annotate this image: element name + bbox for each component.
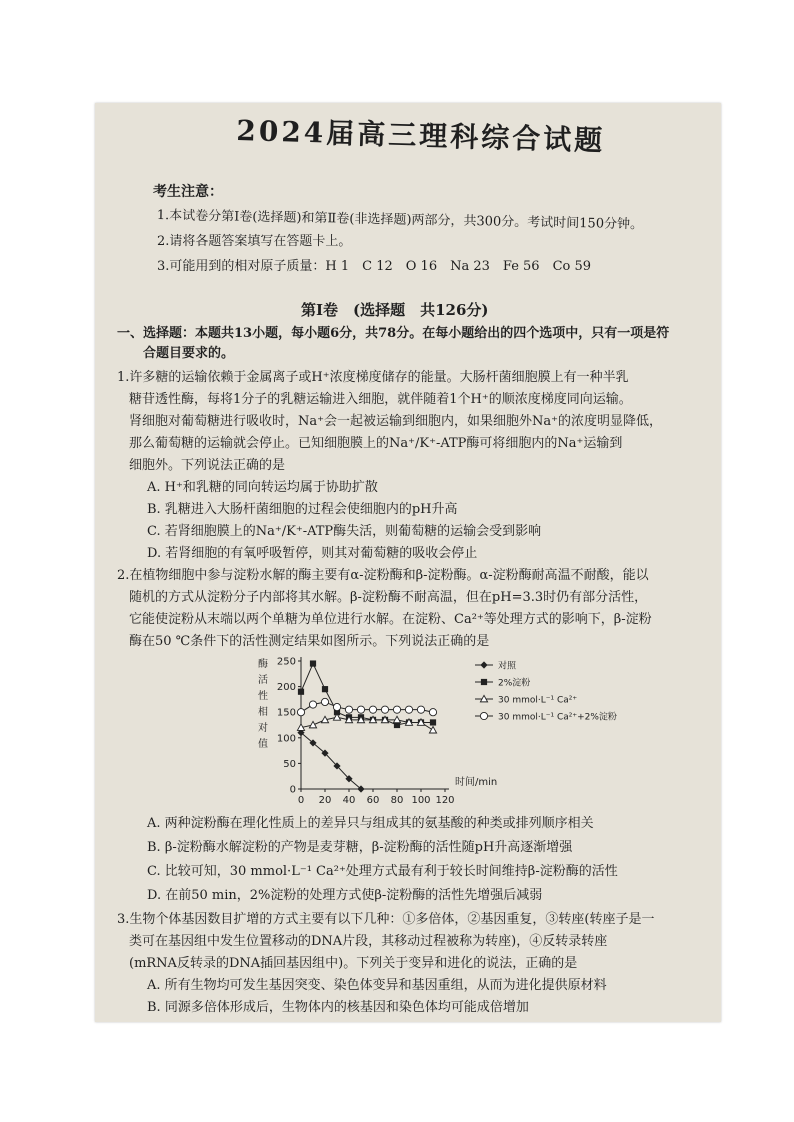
y-tick-label: 100	[276, 733, 296, 745]
notice-3: 3.可能用到的相对原子质量：H 1 C 12 O 16 Na 23 Fe 56 Co 59	[157, 259, 592, 274]
series-line-triangle	[301, 717, 433, 730]
notice-2: 2.请将各题答案填写在答题卡上。	[157, 234, 352, 249]
x-tick-label: 0	[297, 795, 305, 806]
q2-stem-line-2: 随机的方式从淀粉分子内部将其水解。β-淀粉酶不耐高温，但在pH=3.3时仍有部分活性，	[129, 590, 648, 605]
enzyme-activity-chart	[243, 651, 643, 809]
exam-paper	[95, 103, 721, 1022]
exam-title: 2024届高三理科综合试题	[235, 113, 606, 158]
legend-label: 2%淀粉	[498, 678, 531, 689]
data-point-square	[430, 719, 436, 725]
series-line-circle	[301, 702, 433, 712]
q3-option-b: B. 同源多倍体形成后，生物体内的核基因和染色体均可能成倍增加	[147, 1000, 529, 1015]
x-tick-label: 40	[342, 795, 356, 806]
q1-option-d: D. 若肾细胞的有氧呼吸暂停，则其对葡萄糖的吸收会停止	[147, 546, 478, 561]
x-tick-label: 120	[435, 795, 455, 806]
q1-stem-line-3: 肾细胞对葡萄糖进行吸收时，Na⁺会一起被运输到细胞内，如果细胞外Na⁺的浓度明显降低，	[129, 414, 662, 429]
part-heading-line-2: 合题目要求的。	[143, 346, 235, 361]
legend-marker-square	[481, 679, 487, 685]
legend-marker-circle	[480, 712, 487, 719]
series-line-square	[301, 664, 433, 725]
q1-stem-line-4: 那么葡萄糖的运输就会停止。已知细胞膜上的Na⁺/K⁺-ATP酶可将细胞内的Na⁺运输到	[129, 436, 623, 451]
x-axis-label: 时间/min	[455, 777, 498, 788]
q3-option-a: A. 所有生物均可发生基因突变、染色体变异和基因重组，从而为进化提供原材料	[147, 978, 607, 993]
data-point-square	[298, 689, 304, 695]
series-line-diamond	[301, 733, 361, 789]
data-point-circle	[381, 706, 388, 713]
data-point-circle	[345, 706, 352, 713]
y-axis-label-char: 性	[258, 691, 268, 702]
y-tick-label: 200	[276, 682, 296, 694]
section-title: 第Ⅰ卷 (选择题 共126分)	[301, 301, 489, 319]
data-point-square	[322, 686, 328, 692]
y-tick-label: 250	[276, 656, 296, 668]
y-tick-label: 50	[283, 758, 296, 770]
y-axis-label-char: 相	[258, 707, 268, 718]
data-point-circle	[297, 709, 304, 716]
data-point-circle	[321, 698, 328, 705]
q2-option-c: C. 比较可知，30 mmol·L⁻¹ Ca²⁺处理方式最有利于较长时间维持β-淀粉酶的活性	[147, 864, 618, 879]
y-axis-label-char: 对	[258, 723, 268, 734]
q2-stem-line-4: 酶在50 ℃条件下的活性测定结果如图所示。下列说法正确的是	[129, 634, 490, 649]
data-point-triangle	[309, 721, 316, 727]
q1-stem-line-1: 1.许多糖的运输依赖于金属离子或H⁺浓度梯度储存的能量。大肠杆菌细胞膜上有一种半乳	[117, 370, 629, 385]
legend-marker-diamond	[480, 661, 487, 668]
data-point-circle	[417, 706, 424, 713]
part-heading-line-1: 一、选择题：本题共13小题，每小题6分，共78分。在每小题给出的四个选项中，只有一项是符	[117, 326, 670, 341]
y-axis-label-char: 酶	[258, 659, 268, 670]
legend-label: 30 mmol·L⁻¹ Ca²⁺	[498, 695, 578, 706]
y-tick-label: 150	[276, 707, 296, 719]
data-point-circle	[333, 703, 340, 710]
q1-stem-line-2: 糖苷透性酶，每将1分子的乳糖运输进入细胞，就伴随着1个H⁺的顺浓度梯度同向运输。	[129, 392, 632, 407]
data-point-circle	[429, 709, 436, 716]
x-tick-label: 20	[318, 795, 332, 806]
x-tick-label: 80	[390, 795, 404, 806]
data-point-square	[310, 660, 316, 666]
notice-1: 1.本试卷分第Ⅰ卷(选择题)和第Ⅱ卷(非选择题)两部分，共300分。考试时间150分钟。	[156, 207, 644, 233]
q2-option-d: D. 在前50 min，2%淀粉的处理方式使β-淀粉酶的活性先增强后减弱	[147, 888, 543, 903]
x-tick-label: 60	[366, 795, 380, 806]
x-tick-label: 100	[411, 795, 431, 806]
q3-stem-line-1: 3.生物个体基因数目扩增的方式主要有以下几种：①多倍体，②基因重复，③转座(转座子是一	[117, 912, 655, 927]
y-axis-label-char: 值	[258, 739, 268, 750]
data-point-circle	[357, 706, 364, 713]
q1-option-a: A. H⁺和乳糖的同向转运均属于协助扩散	[147, 480, 378, 495]
data-point-circle	[369, 706, 376, 713]
q2-stem-line-3: 它能使淀粉从末端以两个单糖为单位进行水解。在淀粉、Ca²⁺等处理方式的影响下，β-淀粉	[129, 612, 652, 627]
data-point-triangle	[429, 727, 436, 733]
data-point-circle	[405, 706, 412, 713]
q2-option-a: A. 两种淀粉酶在理化性质上的差异只与组成其的氨基酸的种类或排列顺序相关	[147, 816, 594, 831]
q2-option-b: B. β-淀粉酶水解淀粉的产物是麦芽糖，β-淀粉酶的活性随pH升高逐渐增强	[147, 840, 573, 855]
q3-stem-line-3: (mRNA反转录的DNA插回基因组中)。下列关于变异和进化的说法，正确的是	[129, 956, 578, 971]
y-axis-label-char: 活	[258, 675, 268, 686]
q1-option-c: C. 若肾细胞膜上的Na⁺/K⁺-ATP酶失活，则葡萄糖的运输会受到影响	[147, 524, 542, 539]
legend-label: 对照	[498, 661, 517, 672]
q1-stem-line-5: 细胞外。下列说法正确的是	[129, 458, 286, 473]
q2-stem-line-1: 2.在植物细胞中参与淀粉水解的酶主要有α-淀粉酶和β-淀粉酶。α-淀粉酶耐高温不耐酸，能以	[117, 568, 649, 583]
y-tick-label: 0	[289, 784, 296, 796]
q3-stem-line-2: 类可在基因组中发生位置移动的DNA片段，其移动过程被称为转座)，④反转录转座	[129, 934, 608, 949]
legend-label: 30 mmol·L⁻¹ Ca²⁺+2%淀粉	[498, 712, 617, 723]
data-point-circle	[393, 706, 400, 713]
notice-heading: 考生注意：	[153, 184, 223, 200]
data-point-circle	[309, 701, 316, 708]
q1-option-b: B. 乳糖进入大肠杆菌细胞的过程会使细胞内的pH升高	[147, 502, 458, 517]
